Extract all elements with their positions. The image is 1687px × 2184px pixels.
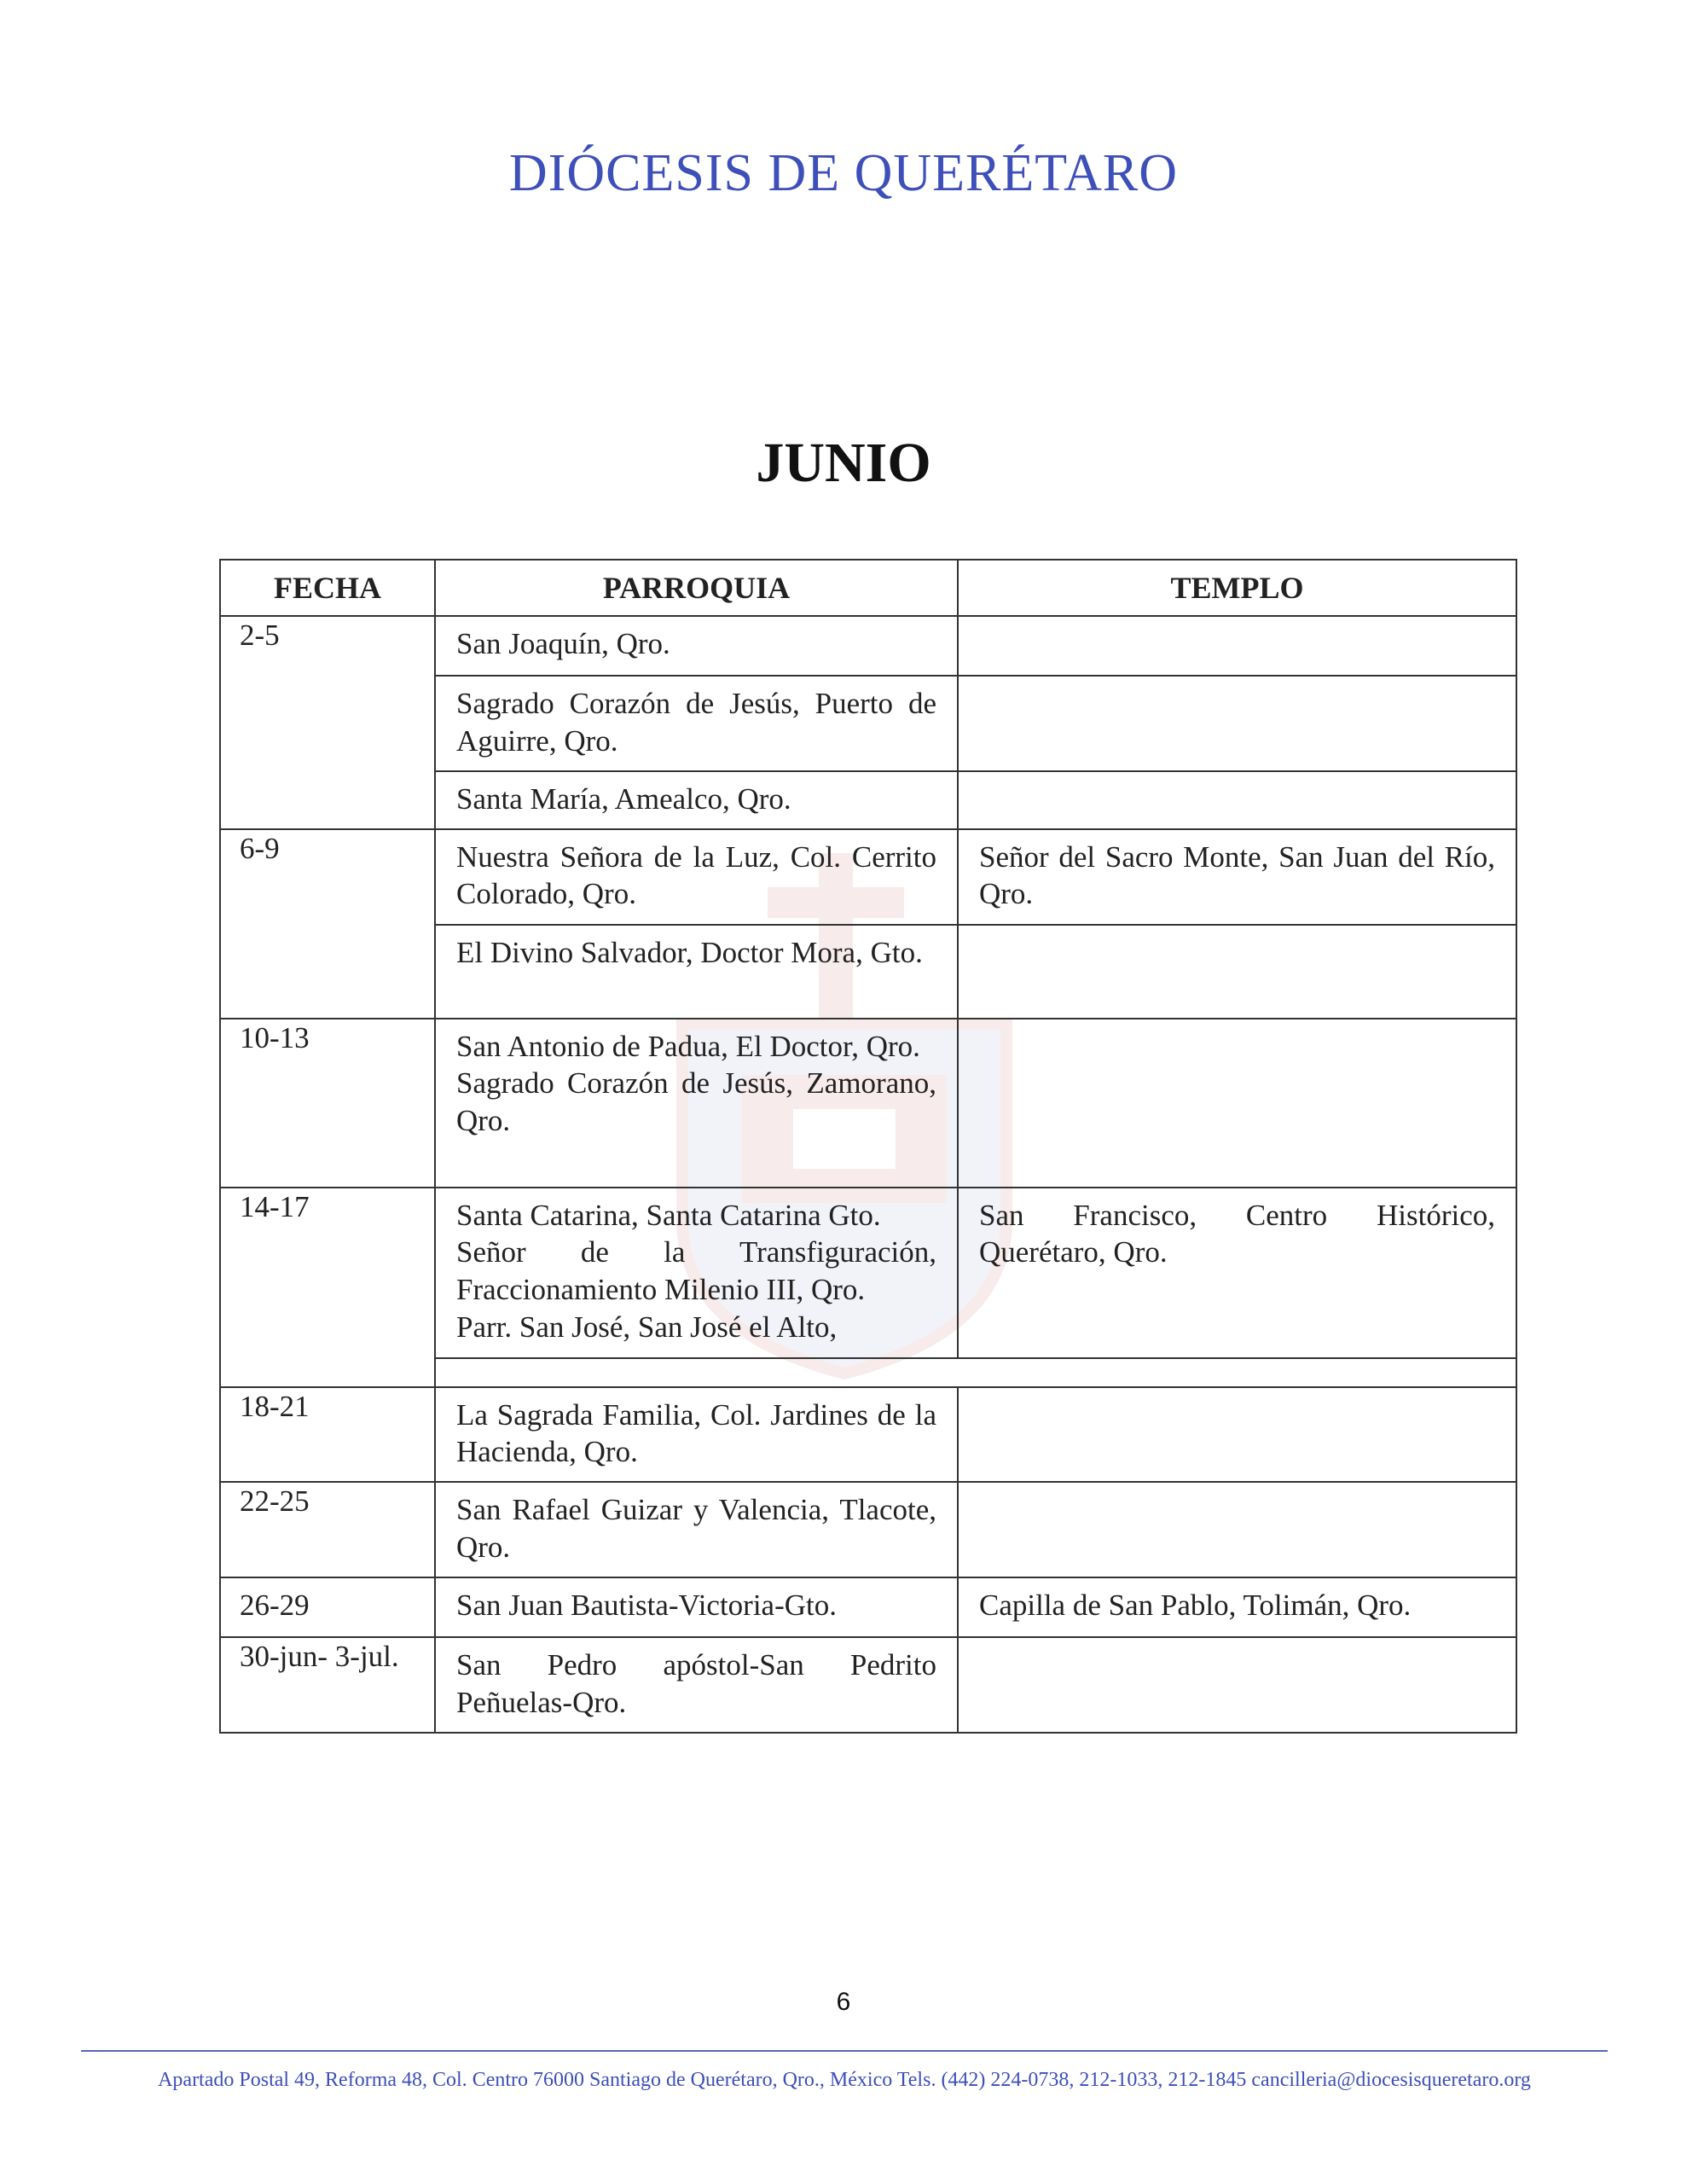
parroquia-line: Sagrado Corazón de Jesús, Zamorano, Qro. [456, 1066, 936, 1137]
parroquia-line: Señor de la Transfiguración, Fraccionamiento Milenio III, Qro. [456, 1235, 936, 1306]
header-fecha: FECHA [220, 560, 435, 616]
footer-contact: Apartado Postal 49, Reforma 48, Col. Centro 76000 Santiago de Querétaro, Qro., México Tels. (442) 224-0738, 212-1033, 212-1845 cancilleria@diocesisqueretaro.org [158, 2069, 1531, 2091]
header-templo: TEMPLO [958, 560, 1516, 616]
table-row [220, 1577, 1516, 1637]
empty-cell [435, 1358, 1516, 1387]
table-row [220, 829, 1516, 925]
fecha-cell: 14-17 [220, 1188, 435, 1387]
table-row [220, 1019, 1516, 1188]
parroquia-cell: El Divino Salvador, Doctor Mora, Gto. [435, 925, 958, 1019]
fecha-cell: 22-25 [220, 1482, 435, 1577]
fecha-cell: 18-21 [220, 1387, 435, 1483]
templo-cell [958, 1637, 1516, 1733]
parroquia-cell: Sagrado Corazón de Jesús, Puerto de Aguirre, Qro. [435, 676, 958, 771]
parroquia-line: Parr. San José, San José el Alto, [456, 1310, 838, 1344]
templo-cell [958, 676, 1516, 771]
footer-divider [81, 2050, 1608, 2052]
month-title: JUNIO [756, 432, 931, 494]
table-row [220, 616, 1516, 676]
parroquia-cell: Nuestra Señora de la Luz, Col. Cerrito Colorado, Qro. [435, 829, 958, 925]
header-parroquia: PARROQUIA [435, 560, 958, 616]
parroquia-line: San Antonio de Padua, El Doctor, Qro. [456, 1029, 920, 1063]
templo-cell [958, 771, 1516, 829]
parroquia-cell: La Sagrada Familia, Col. Jardines de la Hacienda, Qro. [435, 1387, 958, 1483]
parroquia-cell [435, 1019, 958, 1188]
fecha-cell: 30-jun- 3-jul. [220, 1637, 435, 1733]
table-row [220, 1482, 1516, 1577]
templo-cell [958, 1387, 1516, 1483]
parroquia-cell: San Rafael Guizar y Valencia, Tlacote, Qro. [435, 1482, 958, 1577]
page-number: 6 [836, 1988, 851, 2016]
table-header-row [220, 560, 1516, 616]
fecha-cell: 26-29 [220, 1577, 435, 1637]
templo-cell: Capilla de San Pablo, Tolimán, Qro. [958, 1577, 1516, 1637]
fecha-cell: 10-13 [220, 1019, 435, 1188]
diocese-title: DIÓCESIS DE QUERÉTARO [508, 144, 1179, 202]
parroquia-cell: San Joaquín, Qro. [435, 616, 958, 676]
parroquia-line: Santa Catarina, Santa Catarina Gto. [456, 1198, 881, 1232]
templo-cell: Señor del Sacro Monte, San Juan del Río, Qro. [958, 829, 1516, 925]
parroquia-cell: San Pedro apóstol-San Pedrito Peñuelas-Qro. [435, 1637, 958, 1733]
table-row [220, 1387, 1516, 1483]
fecha-cell: 6-9 [220, 829, 435, 1019]
table-row [220, 1188, 1516, 1358]
templo-cell [958, 925, 1516, 1019]
templo-cell [958, 1482, 1516, 1577]
schedule-table [219, 559, 1517, 1734]
parroquia-cell: Santa María, Amealco, Qro. [435, 771, 958, 829]
fecha-cell: 2-5 [220, 616, 435, 829]
parroquia-cell [435, 1188, 958, 1358]
templo-cell [958, 1019, 1516, 1188]
templo-cell: San Francisco, Centro Histórico, Querétaro, Qro. [958, 1188, 1516, 1358]
table-row [220, 1637, 1516, 1733]
parroquia-cell: San Juan Bautista-Victoria-Gto. [435, 1577, 958, 1637]
templo-cell [958, 616, 1516, 676]
